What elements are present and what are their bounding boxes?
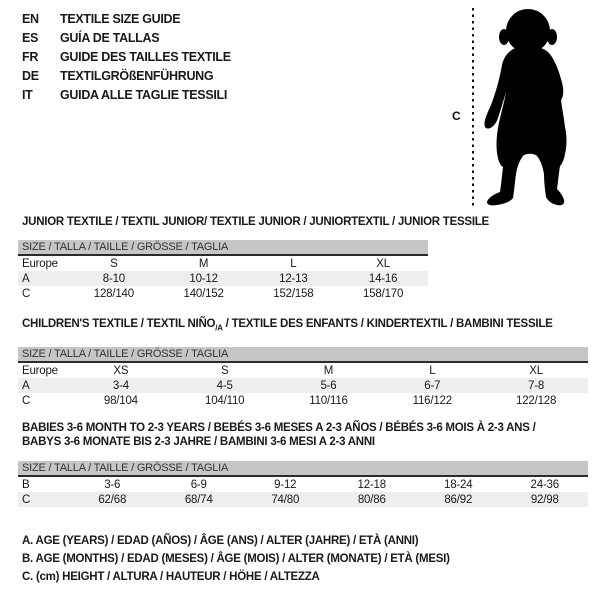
language-title: GUIDE DES TAILLES TEXTILE <box>60 49 231 64</box>
children-title-suffix: / TEXTILE DES ENFANTS / KINDERTEXTIL / BAMBINI TESSILE <box>222 318 553 330</box>
row-label: Europe <box>22 257 58 270</box>
table-cell: XL <box>529 364 543 377</box>
table-cell: 122/128 <box>516 394 557 407</box>
table-cell: 80/86 <box>357 493 386 506</box>
row-label: Europe <box>22 364 58 377</box>
table-cell: 8-10 <box>102 272 125 285</box>
row-label: C <box>22 394 31 407</box>
table-row <box>18 492 588 507</box>
footnote-a: A. AGE (YEARS) / EDAD (AÑOS) / ÂGE (ANS) / ALTER (JAHRE) / ETÀ (ANNI) <box>22 535 419 547</box>
table-cell: S <box>110 257 118 270</box>
table-cell: 7-8 <box>528 379 545 392</box>
babies-title-line2: BABYS 3-6 MONATE BIS 2-3 JAHRE / BAMBINI 3-6 MESI A 2-3 ANNI <box>22 436 375 448</box>
table-row <box>18 286 428 301</box>
children-title-prefix: CHILDREN'S TEXTILE / TEXTIL NIÑO <box>22 318 216 330</box>
footnote-b: B. AGE (MONTHS) / EDAD (MESES) / ÂGE (MOIS) / ALTER (MONATE) / ETÀ (MESI) <box>22 553 450 565</box>
table-cell: 92/98 <box>530 493 559 506</box>
baby-height-figure <box>440 0 600 220</box>
footnote-c: C. (cm) HEIGHT / ALTURA / HAUTEUR / HÖHE / ALTEZZA <box>22 571 320 583</box>
list-item <box>22 28 231 47</box>
table-cell: L <box>429 364 436 377</box>
row-label: A <box>22 379 30 392</box>
size-header-band: SIZE / TALLA / TAILLE / GRÖSSE / TAGLIA <box>18 240 428 256</box>
language-code: EN <box>22 11 39 26</box>
list-item <box>22 85 231 104</box>
footnote-legend <box>22 532 450 586</box>
babies-title-line1: BABIES 3-6 MONTH TO 2-3 YEARS / BEBÉS 3-6 MESES A 2-3 AÑOS / BÉBÉS 3-6 MOIS À 2-3 ANS / <box>22 422 536 434</box>
size-header-band: SIZE / TALLA / TAILLE / GRÖSSE / TAGLIA <box>18 461 588 477</box>
row-label: C <box>22 493 31 506</box>
row-label: A <box>22 272 30 285</box>
language-title-list <box>22 9 231 104</box>
table-cell: XS <box>113 364 129 377</box>
table-row <box>18 378 588 393</box>
table-cell: 152/158 <box>273 287 314 300</box>
language-code: ES <box>22 30 39 45</box>
toddler-silhouette <box>484 9 566 205</box>
babies-table <box>18 461 588 507</box>
table-cell: 74/80 <box>271 493 300 506</box>
height-label: C <box>452 109 461 123</box>
table-row <box>18 271 428 286</box>
junior-table <box>18 240 428 301</box>
table-cell: S <box>220 364 229 377</box>
language-code: DE <box>22 68 39 83</box>
babies-section-title <box>22 421 536 449</box>
table-cell: 128/140 <box>93 287 134 300</box>
table-cell: M <box>198 257 209 270</box>
size-header-band: SIZE / TALLA / TAILLE / GRÖSSE / TAGLIA <box>18 347 588 363</box>
table-row <box>18 256 428 271</box>
row-label: C <box>22 287 31 300</box>
table-cell: 116/122 <box>412 394 452 407</box>
list-item <box>22 9 231 28</box>
row-label: B <box>22 478 30 491</box>
table-cell: 6-7 <box>424 379 441 392</box>
table-cell: 9-12 <box>274 478 297 491</box>
table-cell: 12-13 <box>279 272 308 285</box>
language-code: IT <box>22 87 33 102</box>
table-cell: L <box>290 257 297 270</box>
language-title: GUÍA DE TALLAS <box>60 30 160 45</box>
table-cell: 3-6 <box>104 478 121 491</box>
list-item <box>22 47 231 66</box>
table-cell: 98/104 <box>103 394 138 407</box>
children-table <box>18 347 588 408</box>
table-cell: 110/116 <box>309 394 348 407</box>
table-cell: 86/92 <box>444 493 473 506</box>
table-cell: 10-12 <box>189 272 218 285</box>
language-code: FR <box>22 49 39 64</box>
table-cell: 4-5 <box>216 379 233 392</box>
table-cell: 140/152 <box>183 287 224 300</box>
table-cell: 18-24 <box>444 478 473 491</box>
language-title: TEXTILGRÖßENFÜHRUNG <box>60 68 214 83</box>
table-cell: 158/170 <box>363 287 404 300</box>
list-item <box>22 66 231 85</box>
table-cell: 14-16 <box>368 272 398 285</box>
table-cell: XL <box>376 257 390 270</box>
table-row <box>18 363 588 378</box>
table-cell: M <box>323 364 334 377</box>
table-cell: 62/68 <box>98 493 127 506</box>
children-title-subscript: /A <box>215 323 223 333</box>
junior-section-title: JUNIOR TEXTILE / TEXTIL JUNIOR/ TEXTILE JUNIOR / JUNIORTEXTIL / JUNIOR TESSILE <box>22 216 489 228</box>
language-title: TEXTILE SIZE GUIDE <box>60 11 181 26</box>
table-cell: 12-18 <box>357 478 386 491</box>
table-cell: 3-4 <box>112 379 129 392</box>
table-cell: 24-36 <box>530 478 559 491</box>
table-cell: 5-6 <box>320 379 337 392</box>
children-section-title <box>22 318 553 332</box>
language-title: GUIDA ALLE TAGLIE TESSILI <box>60 87 228 102</box>
table-cell: 6-9 <box>190 478 207 491</box>
baby-silhouette-icon <box>440 0 600 220</box>
table-cell: 68/74 <box>184 493 213 506</box>
table-cell: 104/110 <box>205 394 245 407</box>
table-row <box>18 477 588 492</box>
table-row <box>18 393 588 408</box>
